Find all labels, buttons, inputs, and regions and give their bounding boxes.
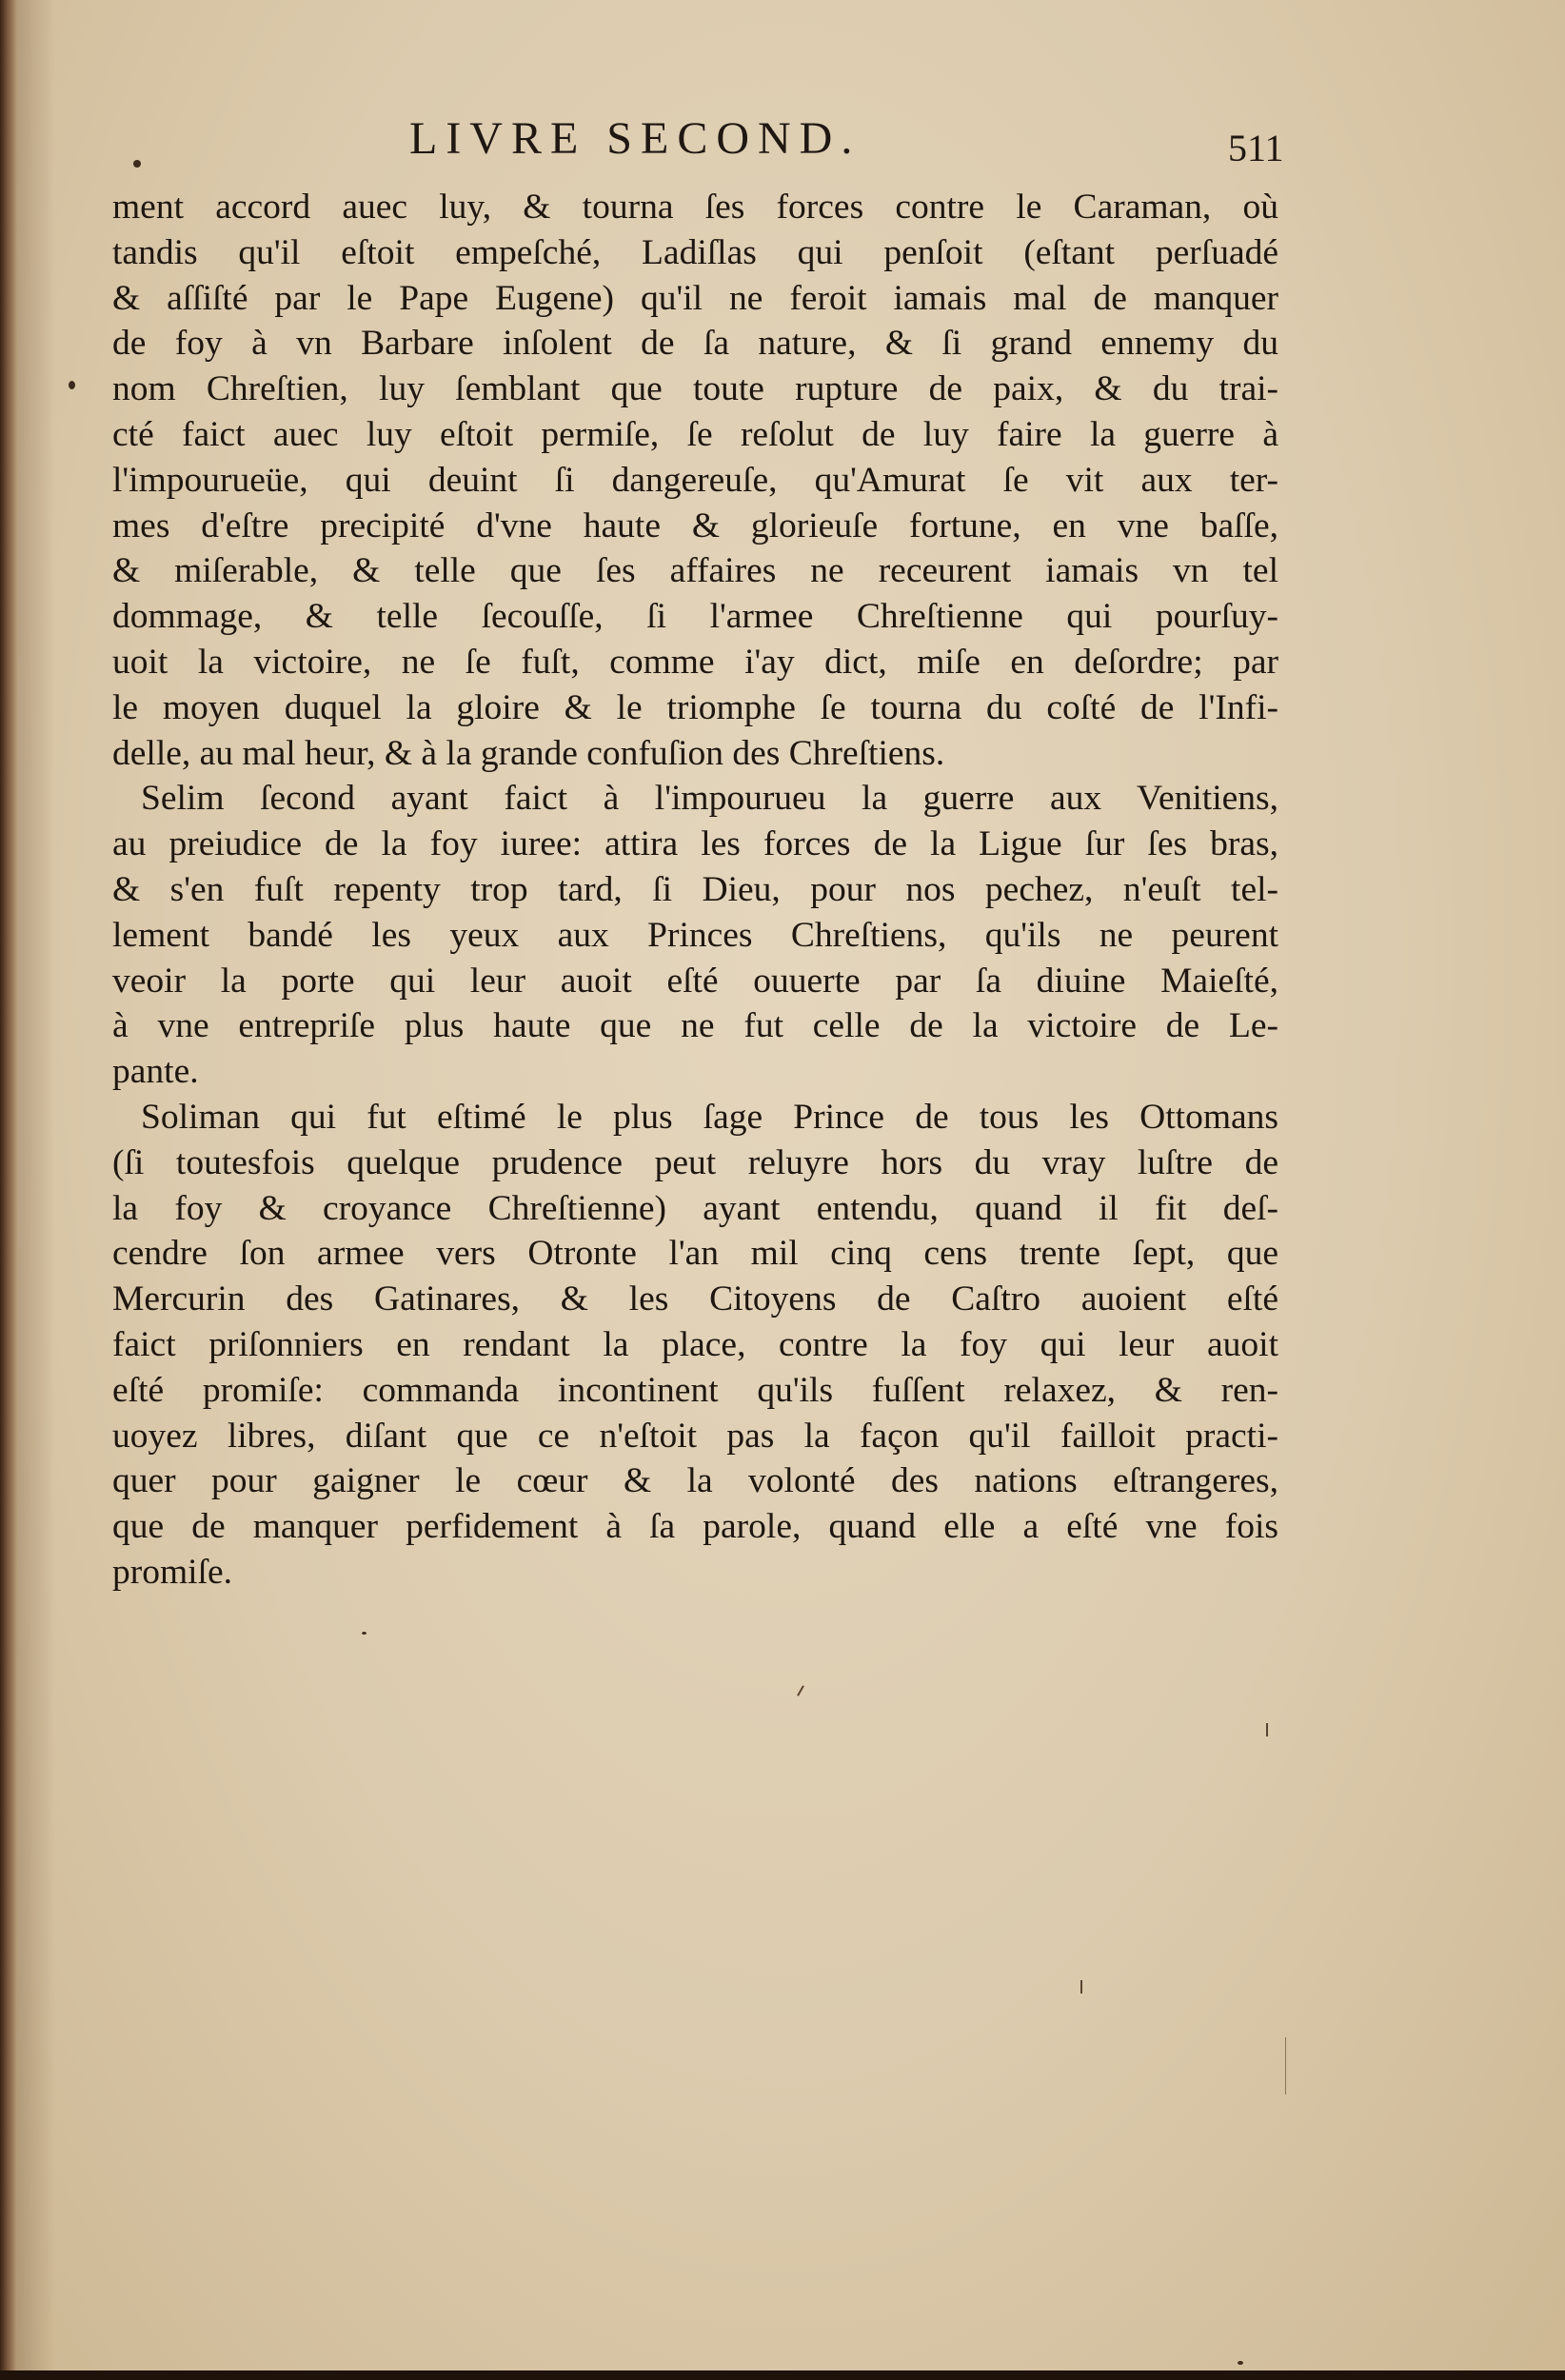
margin-mark — [1285, 2037, 1286, 2094]
text-line: cendre ſon armee vers Otronte l'an mil cinq cens trente ſept, que — [112, 1234, 1278, 1274]
text-line: le moyen duquel la gloire & le triomphe ſe tourna du coſté de l'Infi- — [112, 687, 1278, 727]
text-line: & miſerable, & telle que ſes affaires ne receurent iamais vn tel — [112, 551, 1278, 591]
margin-mark — [797, 1685, 804, 1696]
text-line: lement bandé les yeux aux Princes Chreſtiens, qu'ils ne peurent — [112, 915, 1278, 955]
text-line: cté faict auec luy eſtoit permiſe, ſe reſolut de luy faire la guerre à — [112, 414, 1278, 454]
text-line: la foy & croyance Chreſtienne) ayant entendu, quand il fit deſ- — [112, 1188, 1278, 1228]
text-line: delle, au mal heur, & à la grande confuſion des Chreſtiens. — [112, 733, 945, 773]
text-line: de foy à vn Barbare inſolent de ſa nature, & ſi grand ennemy du — [112, 324, 1278, 364]
text-line: ment accord auec luy, & tourna ſes forces contre le Caraman, où — [112, 188, 1278, 227]
text-line: pante. — [112, 1052, 199, 1092]
paragraph-start-line: Selim ſecond ayant faict à l'impourueu la guerre aux Venitiens, — [141, 779, 1278, 819]
paper-speck — [1238, 2361, 1243, 2365]
text-line: & s'en fuſt repenty trop tard, ſi Dieu, pour nos pechez, n'euſt tel- — [112, 869, 1278, 909]
paragraph-start-line: Soliman qui fut eſtimé le plus ſage Prince de tous les Ottomans — [141, 1097, 1278, 1137]
text-line: tandis qu'il eſtoit empeſché, Ladiſlas qui penſoit (eſtant perſuadé — [112, 232, 1278, 272]
page-number: 511 — [1228, 127, 1284, 169]
text-line: dommage, & telle ſecouſſe, ſi l'armee Chreſtienne qui pourſuy- — [112, 597, 1278, 637]
text-line: uoit la victoire, ne ſe fuſt, comme i'ay dict, miſe en deſordre; par — [112, 642, 1278, 682]
text-line: veoir la porte qui leur auoit eſté ouuerte par ſa diuine Maieſté, — [112, 961, 1278, 1001]
text-line: que de manquer perfidement à ſa parole, quand elle a eſté vne fois — [112, 1507, 1278, 1547]
text-line: uoyez libres, diſant que ce n'eſtoit pas la façon qu'il failloit practi- — [112, 1416, 1278, 1456]
text-line: faict priſonniers en rendant la place, contre la foy qui leur auoit — [112, 1324, 1278, 1364]
text-line: quer pour gaigner le cœur & la volonté des nations eſtrangeres, — [112, 1461, 1278, 1501]
text-line: nom Chreſtien, luy ſemblant que toute rupture de paix, & du trai- — [112, 369, 1278, 409]
text-line: eſté promiſe: commanda incontinent qu'ils fuſſent relaxez, & ren- — [112, 1370, 1278, 1410]
running-title: LIVRE SECOND. — [409, 113, 862, 164]
paper-speck — [133, 160, 141, 168]
margin-mark — [1080, 1980, 1082, 1993]
text-line: promiſe. — [112, 1552, 233, 1592]
body-text — [112, 185, 1278, 1596]
text-line: mes d'eſtre precipité d'vne haute & glorieuſe fortune, en vne baſſe, — [112, 506, 1278, 545]
page-bottom-edge — [0, 2370, 1565, 2380]
text-line: l'impourueüe, qui deuint ſi dangereuſe, qu'Amurat ſe vit aux ter- — [112, 460, 1278, 500]
page-header — [0, 112, 1565, 179]
page-spine-edge — [0, 0, 17, 2380]
gutter-shadow — [17, 0, 55, 2380]
text-line: (ſi toutesfois quelque prudence peut reluyre hors du vray luſtre de — [112, 1142, 1278, 1182]
text-line: au preiudice de la foy iuree: attira les forces de la Ligue ſur ſes bras, — [112, 824, 1278, 864]
margin-mark — [1266, 1723, 1268, 1736]
paper-speck — [69, 381, 75, 389]
text-line: & aſſiſté par le Pape Eugene) qu'il ne feroit iamais mal de manquer — [112, 278, 1278, 318]
text-line: à vne entrepriſe plus haute que ne fut celle de la victoire de Le- — [112, 1006, 1278, 1046]
text-line: Mercurin des Gatinares, & les Citoyens de Caſtro auoient eſté — [112, 1279, 1278, 1319]
paper-speck — [362, 1632, 366, 1635]
